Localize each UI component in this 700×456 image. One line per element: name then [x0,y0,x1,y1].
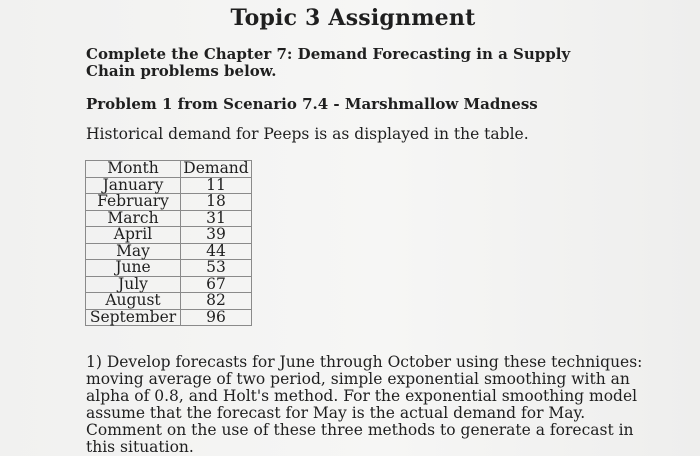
demand-cell: 82 [181,293,252,310]
table-header-row [86,161,252,178]
table-row [86,243,252,260]
month-cell: March [86,210,181,227]
demand-cell: 11 [181,177,252,194]
month-cell: January [86,177,181,194]
demand-cell: 31 [181,210,252,227]
table-row [86,194,252,211]
historical-demand-text: Historical demand for Peeps is as displayed in the table. [86,125,529,143]
demand-cell: 39 [181,227,252,244]
table-row [86,177,252,194]
table-row [86,293,252,310]
demand-table [85,160,252,326]
intro-instructions: Complete the Chapter 7: Demand Forecasting in a Supply Chain problems below. [86,45,571,80]
demand-cell: 96 [181,309,252,326]
page-title: Topic 3 Assignment [230,5,476,31]
table-row [86,309,252,326]
table-row [86,276,252,293]
demand-cell: 53 [181,260,252,277]
table-row [86,260,252,277]
header-month: Month [86,161,181,178]
month-cell: August [86,293,181,310]
demand-cell: 44 [181,243,252,260]
header-demand: Demand [181,161,252,178]
month-cell: July [86,276,181,293]
month-cell: May [86,243,181,260]
month-cell: September [86,309,181,326]
problem-heading: Problem 1 from Scenario 7.4 - Marshmallow Madness [86,95,538,113]
month-cell: June [86,260,181,277]
demand-cell: 67 [181,276,252,293]
question-1: 1) Develop forecasts for June through October using these techniques: moving average of two period, simple exponential smoothing with an alpha of 0.8, and Holt's method. For the exponential smoothing model assume that the forecast for May is the actual demand for May. Comment on the use of these three methods to generate a forecast in this situation. [86,353,643,456]
table-row [86,210,252,227]
table-row [86,227,252,244]
demand-cell: 18 [181,194,252,211]
month-cell: February [86,194,181,211]
month-cell: April [86,227,181,244]
